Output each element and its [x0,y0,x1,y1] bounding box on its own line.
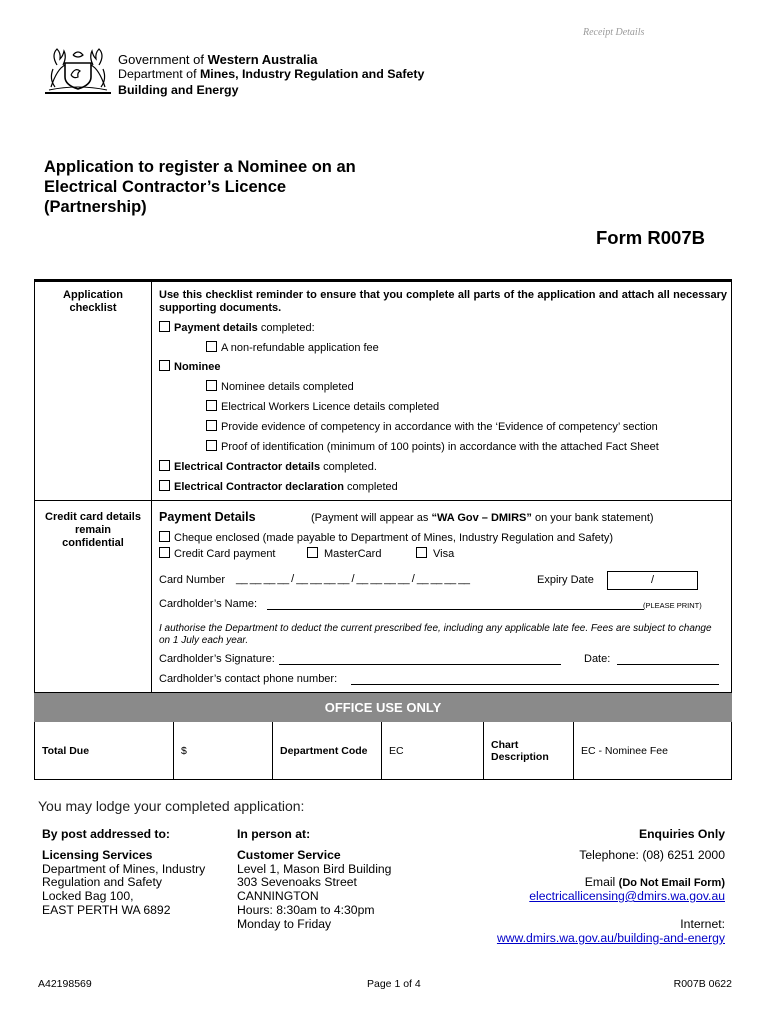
checklist-intro: Use this checklist reminder to ensure that you complete all parts of the application and attach all necessary supporting documents. [159,289,727,314]
enquiries-email-label: Email (Do Not Email Form) [584,875,725,889]
cheque-checkbox[interactable] [159,531,170,542]
website-link[interactable]: www.dmirs.wa.gov.au/building-and-energy [496,931,725,945]
authorisation-statement: I authorise the Department to deduct the current prescribed fee, including any applicable late fee. Fees are subject to change on 1 July each year. [159,623,712,646]
page-number: Page 1 of 4 [367,978,421,990]
checklist-item-ec-declaration[interactable]: Electrical Contractor declaration completed [159,480,398,494]
department-name: Department of Mines, Industry Regulation and Safety [118,67,425,81]
signature-field[interactable] [279,653,561,665]
in-person-heading: In person at: [237,827,311,841]
checklist-item-payment[interactable]: Payment details completed: [159,321,315,335]
application-fee-checkbox[interactable] [206,341,217,352]
document-id: A42198569 [38,978,92,990]
post-heading: By post addressed to: [42,827,170,841]
cardholder-name-field[interactable] [267,598,644,610]
ec-details-checkbox[interactable] [159,460,170,471]
form-version: R007B 0622 [673,978,732,990]
total-due-value: $ [174,722,273,779]
checklist-item-nominee-details[interactable]: Nominee details completed [206,380,354,394]
cheque-option[interactable]: Cheque enclosed (made payable to Department of Mines, Industry Regulation and Safety) [159,531,613,545]
visa-option[interactable]: Visa [416,547,454,561]
expiry-date-field[interactable]: / [607,571,698,590]
division-name: Building and Energy [118,83,239,97]
form-title: Application to register a Nominee on an Electrical Contractor’s Licence (Partnership) [44,158,356,216]
checklist-item-nominee[interactable]: Nominee [159,360,220,374]
payment-statement-note: (Payment will appear as “WA Gov – DMIRS” on your bank statement) [311,512,654,524]
competency-checkbox[interactable] [206,420,217,431]
form-number: Form R007B [596,227,705,248]
department-code-label: Department Code [273,722,382,779]
nominee-details-checkbox[interactable] [206,380,217,391]
credit-card-checkbox[interactable] [159,547,170,558]
payment-details-heading: Payment Details [159,510,256,524]
wa-crest-logo [43,45,113,97]
card-number-field[interactable]: __ __ __ __ / __ __ __ __ / __ __ __ __ / __ __ __ __ [236,573,470,585]
payment-details-checkbox[interactable] [159,321,170,332]
phone-field[interactable] [351,673,719,685]
chart-description-value: EC - Nominee Fee [581,744,668,757]
ec-declaration-checkbox[interactable] [159,480,170,491]
checklist-item-ewl[interactable]: Electrical Workers Licence details completed [206,400,439,414]
ewl-details-checkbox[interactable] [206,400,217,411]
cardholder-name-label: Cardholder’s Name: [159,598,258,610]
checklist-item-fee[interactable]: A non-refundable application fee [206,341,379,355]
please-print-note: (PLEASE PRINT) [643,601,702,610]
total-due-label: Total Due [35,722,174,779]
chart-description-label: Chart Description [484,722,574,779]
enquiries-email-link[interactable]: electricallicensing@dmirs.wa.gov.au [529,889,725,903]
enquiries-heading: Enquiries Only [638,827,725,841]
mastercard-option[interactable]: MasterCard [307,547,381,561]
post-address: Licensing Services Department of Mines, Industry Regulation and Safety Locked Bag 100, EAST PERTH WA 6892 [42,848,206,917]
department-code-value: EC [382,722,484,779]
checklist-item-competency[interactable]: Provide evidence of competency in accordance with the ‘Evidence of competency’ section [206,420,658,434]
credit-card-confidential-label: Credit card details remain confidential [45,511,141,549]
credit-card-option[interactable]: Credit Card payment [159,547,276,561]
checklist-item-identification[interactable]: Proof of identification (minimum of 100 points) in accordance with the attached Fact Sheet [206,440,659,454]
enquiries-telephone: Telephone: (08) 6251 2000 [579,848,725,862]
date-field[interactable] [617,653,719,665]
identification-checkbox[interactable] [206,440,217,451]
date-label: Date: [584,653,611,665]
phone-label: Cardholder’s contact phone number: [159,673,338,685]
office-use-heading: OFFICE USE ONLY [34,693,732,722]
in-person-address: Customer Service Level 1, Mason Bird Building 303 Sevenoaks Street CANNINGTON Hours: 8:30am to 4:30pm Monday to Friday [237,848,392,931]
expiry-date-label: Expiry Date [537,574,594,586]
checklist-item-ec-details[interactable]: Electrical Contractor details completed. [159,460,377,474]
nominee-checkbox[interactable] [159,360,170,371]
receipt-details-label: Receipt Details [583,27,645,38]
signature-label: Cardholder’s Signature: [159,653,275,665]
mastercard-checkbox[interactable] [307,547,318,558]
government-name: Government of Western Australia [118,52,318,67]
card-number-label: Card Number [159,574,226,586]
internet-label: Internet: [680,917,725,931]
visa-checkbox[interactable] [416,547,427,558]
office-use-table [34,722,732,780]
lodge-heading: You may lodge your completed application: [38,798,305,814]
checklist-section-label: Application checklist [63,289,123,314]
